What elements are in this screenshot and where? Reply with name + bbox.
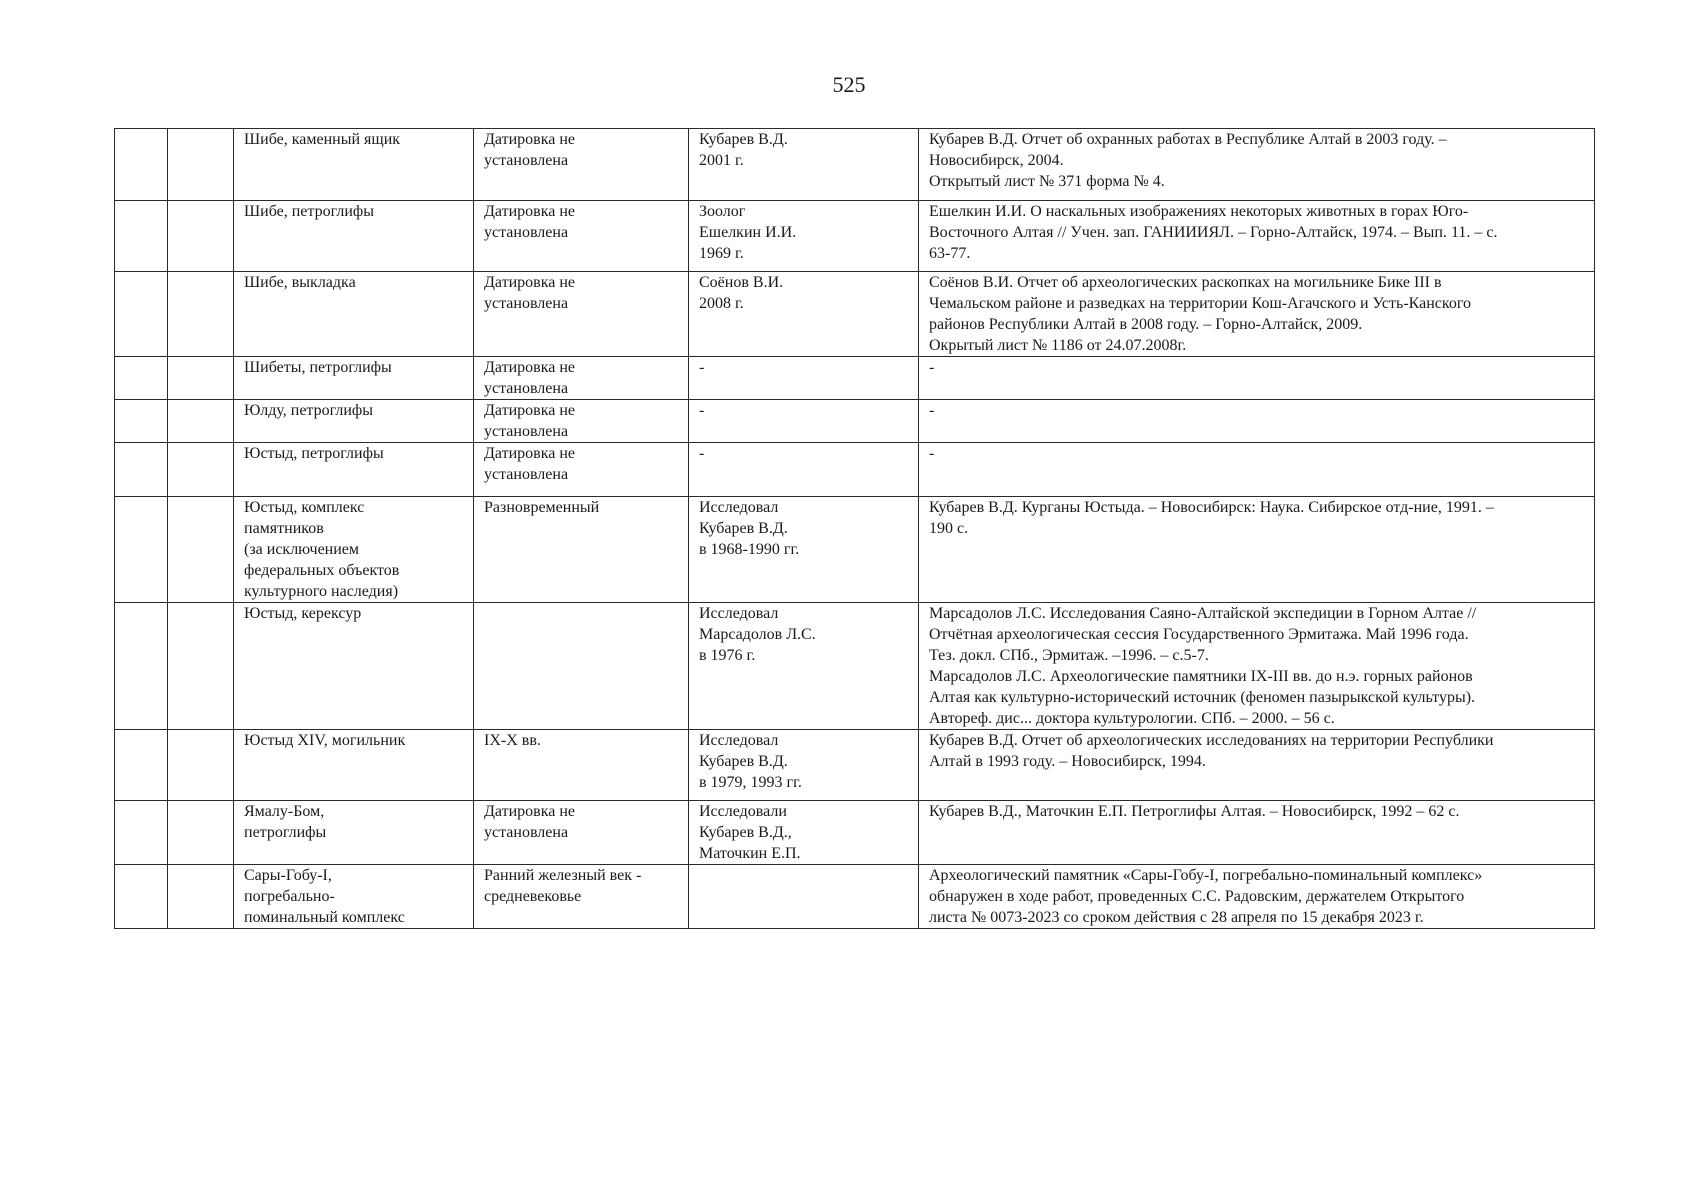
row-number-cell <box>115 443 168 497</box>
dating-cell: Датировка не установлена <box>474 129 689 201</box>
registry-table-body <box>115 129 1595 929</box>
table-row <box>115 865 1595 929</box>
source-cell: Кубарев В.Д. Отчет об археологических исследованиях на территории Республики Алтай в 1993 году. – Новосибирск, 1994. <box>919 730 1595 801</box>
heritage-registry-table <box>114 128 1595 929</box>
row-number-cell <box>115 357 168 400</box>
table-row <box>115 801 1595 865</box>
source-cell: Ешелкин И.И. О наскальных изображениях некоторых животных в горах Юго- Восточного Алтая // Учен. зап. ГАНИИИЯЛ. – Горно-Алтайск, 1974. – Вып. 11. – с. 63-77. <box>919 201 1595 272</box>
table-row <box>115 400 1595 443</box>
site-name-cell: Сары-Гобу-I, погребально- поминальный комплекс <box>234 865 474 929</box>
researcher-cell: - <box>689 443 919 497</box>
source-cell: - <box>919 357 1595 400</box>
source-cell: Марсадолов Л.С. Исследования Саяно-Алтайской экспедиции в Горном Алтае // Отчётная археологическая сессия Государственного Эрмитажа. Май 1996 года. Тез. докл. СПб., Эрмитаж. –1996. – с.5-7. Марсадолов Л.С. Археологические памятники IX-III вв. до н.э. горных районов Алтая как культурно-исторический источник (феномен пазырыкской культуры). Автореф. дис... доктора культурологии. СПб. – 2000. – 56 с. <box>919 603 1595 730</box>
researcher-cell <box>689 865 919 929</box>
dating-cell: Датировка не установлена <box>474 357 689 400</box>
researcher-cell: Исследовал Кубарев В.Д. в 1979, 1993 гг. <box>689 730 919 801</box>
table-row <box>115 272 1595 357</box>
row-subnumber-cell <box>168 400 234 443</box>
researcher-cell: Соёнов В.И. 2008 г. <box>689 272 919 357</box>
dating-cell: Датировка не установлена <box>474 201 689 272</box>
table-row <box>115 129 1595 201</box>
dating-cell: Датировка не установлена <box>474 443 689 497</box>
researcher-cell: Зоолог Ешелкин И.И. 1969 г. <box>689 201 919 272</box>
source-cell: Соёнов В.И. Отчет об археологических раскопках на могильнике Бике III в Чемальском районе и разведках на территории Кош-Агачского и Усть-Канского районов Республики Алтай в 2008 году. – Горно-Алтайск, 2009. Окрытый лист № 1186 от 24.07.2008г. <box>919 272 1595 357</box>
site-name-cell: Юстыд, комплекс памятников (за исключением федеральных объектов культурного наследия) <box>234 497 474 603</box>
row-number-cell <box>115 497 168 603</box>
site-name-cell: Ямалу-Бом, петроглифы <box>234 801 474 865</box>
site-name-cell: Шибе, выкладка <box>234 272 474 357</box>
table-row <box>115 497 1595 603</box>
researcher-cell: Кубарев В.Д. 2001 г. <box>689 129 919 201</box>
row-subnumber-cell <box>168 272 234 357</box>
site-name-cell: Шибеты, петроглифы <box>234 357 474 400</box>
table-row <box>115 603 1595 730</box>
row-number-cell <box>115 603 168 730</box>
source-cell: - <box>919 443 1595 497</box>
researcher-cell: Исследовал Кубарев В.Д. в 1968-1990 гг. <box>689 497 919 603</box>
row-subnumber-cell <box>168 497 234 603</box>
table-row <box>115 443 1595 497</box>
row-number-cell <box>115 129 168 201</box>
source-cell: Кубарев В.Д. Курганы Юстыда. – Новосибирск: Наука. Сибирское отд-ние, 1991. – 190 с. <box>919 497 1595 603</box>
researcher-cell: - <box>689 400 919 443</box>
row-subnumber-cell <box>168 129 234 201</box>
source-cell: - <box>919 400 1595 443</box>
site-name-cell: Юстыд, петроглифы <box>234 443 474 497</box>
dating-cell: IX-X вв. <box>474 730 689 801</box>
site-name-cell: Юстыд, керексур <box>234 603 474 730</box>
row-number-cell <box>115 272 168 357</box>
row-number-cell <box>115 801 168 865</box>
row-subnumber-cell <box>168 603 234 730</box>
row-subnumber-cell <box>168 357 234 400</box>
site-name-cell: Юстыд XIV, могильник <box>234 730 474 801</box>
row-number-cell <box>115 201 168 272</box>
table-row <box>115 201 1595 272</box>
row-subnumber-cell <box>168 801 234 865</box>
table-row <box>115 730 1595 801</box>
source-cell: Кубарев В.Д. Отчет об охранных работах в Республике Алтай в 2003 году. – Новосибирск, 2004. Открытый лист № 371 форма № 4. <box>919 129 1595 201</box>
dating-cell: Разновременный <box>474 497 689 603</box>
row-subnumber-cell <box>168 201 234 272</box>
dating-cell: Датировка не установлена <box>474 801 689 865</box>
site-name-cell: Шибе, петроглифы <box>234 201 474 272</box>
source-cell: Кубарев В.Д., Маточкин Е.П. Петроглифы Алтая. – Новосибирск, 1992 – 62 с. <box>919 801 1595 865</box>
row-subnumber-cell <box>168 443 234 497</box>
researcher-cell: - <box>689 357 919 400</box>
site-name-cell: Шибе, каменный ящик <box>234 129 474 201</box>
dating-cell: Датировка не установлена <box>474 400 689 443</box>
dating-cell: Датировка не установлена <box>474 272 689 357</box>
researcher-cell: Исследовали Кубарев В.Д., Маточкин Е.П. <box>689 801 919 865</box>
source-cell: Археологический памятник «Сары-Гобу-I, погребально-поминальный комплекс» обнаружен в ходе работ, проведенных С.С. Радовским, держателем Открытого листа № 0073-2023 со сроком действия с 28 апреля по 15 декабря 2023 г. <box>919 865 1595 929</box>
row-number-cell <box>115 400 168 443</box>
page-number: 525 <box>832 72 866 97</box>
row-subnumber-cell <box>168 730 234 801</box>
researcher-cell: Исследовал Марсадолов Л.С. в 1976 г. <box>689 603 919 730</box>
row-subnumber-cell <box>168 865 234 929</box>
dating-cell: Ранний железный век - средневековье <box>474 865 689 929</box>
row-number-cell <box>115 730 168 801</box>
site-name-cell: Юлду, петроглифы <box>234 400 474 443</box>
table-row <box>115 357 1595 400</box>
dating-cell <box>474 603 689 730</box>
row-number-cell <box>115 865 168 929</box>
